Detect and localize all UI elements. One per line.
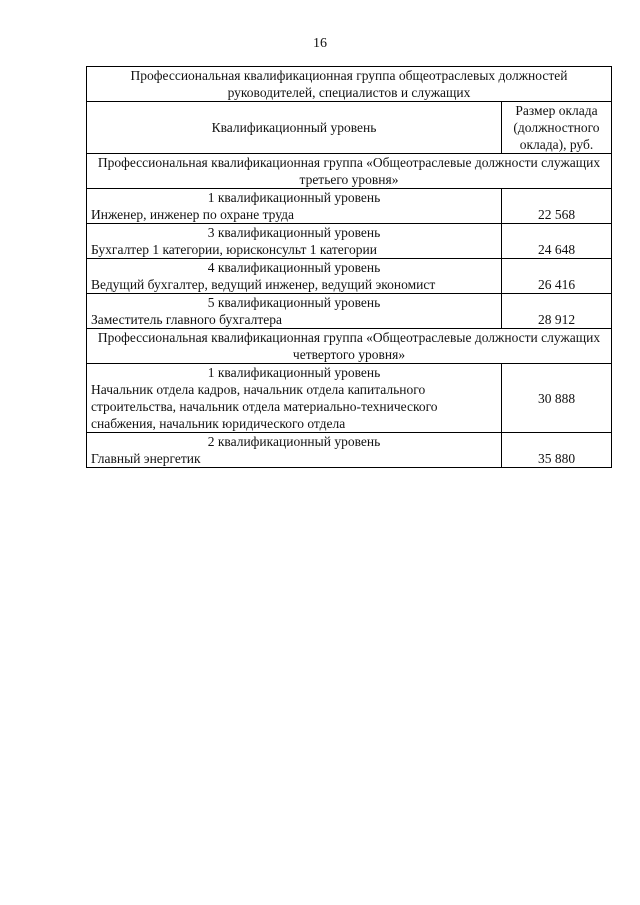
table-row <box>87 364 612 433</box>
level-cell <box>87 294 502 329</box>
salary-cell: 26 416 <box>502 259 612 294</box>
salary-cell: 35 880 <box>502 433 612 468</box>
level-label: 1 квалификационный уровень <box>207 190 381 205</box>
salary-cell: 22 568 <box>502 189 612 224</box>
salary-cell: 30 888 <box>502 364 612 433</box>
level-cell <box>87 433 502 468</box>
table-column-header-row <box>87 102 612 154</box>
group-title-row <box>87 329 612 364</box>
salary-cell: 28 912 <box>502 294 612 329</box>
positions-text: Инженер, инженер по охране труда <box>91 207 295 222</box>
table-row <box>87 294 612 329</box>
positions-text: Заместитель главного бухгалтера <box>91 312 283 327</box>
table-row <box>87 224 612 259</box>
level-cell <box>87 189 502 224</box>
column-header-level: Квалификационный уровень <box>87 102 502 154</box>
level-label: 1 квалификационный уровень <box>207 365 381 380</box>
column-header-salary: Размер оклада (должностного оклада), руб. <box>502 102 612 154</box>
salary-table <box>86 66 612 468</box>
page-number: 16 <box>313 36 327 51</box>
level-cell <box>87 224 502 259</box>
group-title-row <box>87 154 612 189</box>
positions-text: Начальник отдела кадров, начальник отдела капитального строительства, начальник отдела материально-технического снабжения, начальник юридического отдела <box>91 382 438 431</box>
level-label: 5 квалификационный уровень <box>207 295 381 310</box>
table-row <box>87 259 612 294</box>
group-title: Профессиональная квалификационная группа «Общеотраслевые должности служащих четвертого уровня» <box>87 329 612 364</box>
main-header: Профессиональная квалификационная группа общеотраслевых должностей руководителей, специалистов и служащих <box>87 67 612 102</box>
level-label: 2 квалификационный уровень <box>207 434 381 449</box>
table-row <box>87 189 612 224</box>
table-main-header-row <box>87 67 612 102</box>
table-row <box>87 433 612 468</box>
level-cell <box>87 364 502 433</box>
level-label: 3 квалификационный уровень <box>207 225 381 240</box>
group-title: Профессиональная квалификационная группа «Общеотраслевые должности служащих третьего уровня» <box>87 154 612 189</box>
positions-text: Главный энергетик <box>91 451 201 466</box>
positions-text: Бухгалтер 1 категории, юрисконсульт 1 категории <box>91 242 377 257</box>
level-cell <box>87 259 502 294</box>
level-label: 4 квалификационный уровень <box>207 260 381 275</box>
salary-cell: 24 648 <box>502 224 612 259</box>
positions-text: Ведущий бухгалтер, ведущий инженер, ведущий экономист <box>91 277 436 292</box>
